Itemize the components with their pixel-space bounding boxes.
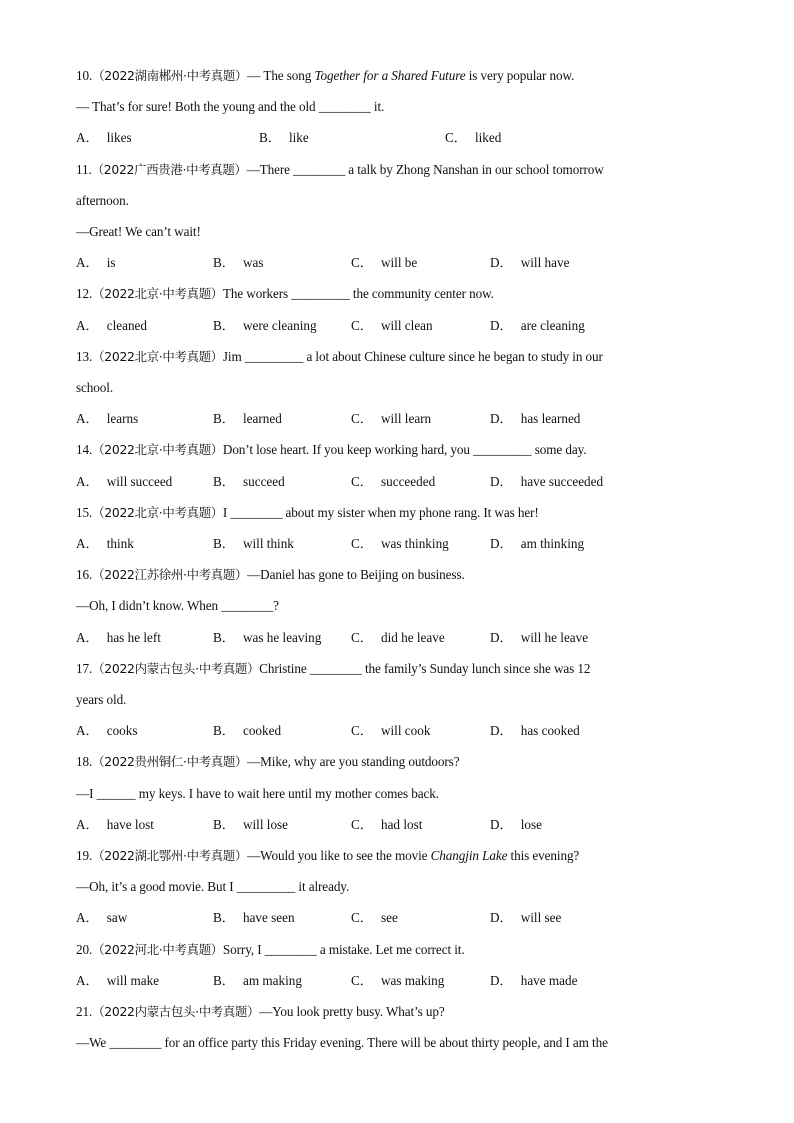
option-letter: A． xyxy=(76,130,99,146)
question-number: 12. xyxy=(76,286,93,302)
question-text: is very popular now. xyxy=(465,68,575,83)
question-stem xyxy=(76,754,716,770)
question-stem xyxy=(76,505,716,521)
option-text: see xyxy=(380,910,398,926)
option-letter: B． xyxy=(213,723,235,739)
question-stem xyxy=(76,661,716,677)
question-text: —Oh, I didn’t know. When ________? xyxy=(76,598,279,614)
option-letter: A． xyxy=(76,317,99,333)
option-text: succeeded xyxy=(380,473,436,489)
option-text: will see xyxy=(520,910,562,926)
option-text: did he leave xyxy=(380,629,445,645)
question-number: 13. xyxy=(76,348,93,364)
option-text: has learned xyxy=(520,411,581,427)
option-letter: B． xyxy=(213,910,235,926)
answer-option[interactable] xyxy=(490,723,580,739)
option-text: will clean xyxy=(380,317,433,333)
answer-option[interactable] xyxy=(76,630,161,646)
option-letter: B． xyxy=(213,411,235,427)
answer-option[interactable] xyxy=(213,474,285,490)
option-letter: A． xyxy=(76,972,99,988)
answer-option[interactable] xyxy=(490,255,569,271)
option-letter: A． xyxy=(76,411,99,427)
question-number: 19. xyxy=(76,848,93,863)
question-text: years old. xyxy=(76,692,127,707)
option-text: cooked xyxy=(242,723,282,739)
option-text: are cleaning xyxy=(520,317,585,333)
option-letter: A． xyxy=(76,629,99,645)
question-number: 11. xyxy=(76,161,92,177)
question-text: —I ______ my keys. I have to wait here until my mother comes back. xyxy=(76,785,439,801)
answer-option[interactable] xyxy=(76,318,147,334)
question-source: （2022内蒙古包头·中考真题） xyxy=(92,1004,260,1019)
option-text: will cook xyxy=(380,723,431,739)
answer-option[interactable] xyxy=(351,723,430,739)
option-text: liked xyxy=(474,130,502,146)
option-letter: C． xyxy=(351,317,373,333)
option-text: am making xyxy=(242,972,302,988)
option-text: was making xyxy=(380,972,445,988)
question-source: （2022河北·中考真题） xyxy=(92,941,223,957)
question-text: — That’s for sure! Both the young and the old ________ it. xyxy=(76,99,385,115)
answer-option[interactable] xyxy=(490,411,580,427)
option-text: will think xyxy=(242,536,294,551)
question-source: （2022北京·中考真题） xyxy=(92,348,223,364)
question-text: I ________ about my sister when my phone rang. It was her! xyxy=(222,504,539,520)
answer-option[interactable] xyxy=(213,411,282,427)
option-text: lose xyxy=(520,816,542,832)
answer-option[interactable] xyxy=(490,973,577,989)
question-number: 16. xyxy=(76,567,93,583)
question-text: —There ________ a talk by Zhong Nanshan in our school tomorrow xyxy=(246,161,604,177)
answer-option[interactable] xyxy=(490,817,542,833)
option-text: has cooked xyxy=(520,723,580,739)
option-text: have succeeded xyxy=(520,473,604,489)
option-text: cleaned xyxy=(106,317,147,333)
question-stem xyxy=(76,1004,716,1020)
question-number: 18. xyxy=(76,754,93,770)
question-line xyxy=(76,99,716,115)
question-source: （2022贵州铜仁·中考真题） xyxy=(92,754,248,770)
option-text: has he left xyxy=(106,629,161,645)
option-letter: C． xyxy=(351,723,373,739)
option-text: will have xyxy=(520,255,570,271)
question-line xyxy=(76,598,716,614)
question-line xyxy=(76,786,716,802)
option-text: will he leave xyxy=(520,629,589,645)
question-text: Sorry, I ________ a mistake. Let me correct it. xyxy=(222,941,465,957)
option-letter: C． xyxy=(351,411,373,427)
answer-option[interactable] xyxy=(490,536,584,552)
question-source: （2022江苏徐州·中考真题） xyxy=(92,567,248,583)
italic-title: Together for a Shared Future xyxy=(314,68,466,83)
question-text: —Would you like to see the movie xyxy=(247,848,431,863)
option-letter: B． xyxy=(213,629,235,645)
option-letter: D． xyxy=(490,910,513,926)
question-text: —Great! We can’t wait! xyxy=(76,224,201,239)
option-text: will be xyxy=(380,255,418,271)
answer-option[interactable] xyxy=(76,910,127,926)
option-letter: B． xyxy=(213,536,235,551)
question-stem xyxy=(76,286,716,302)
question-text: —You look pretty busy. What’s up? xyxy=(259,1004,445,1019)
option-letter: B． xyxy=(259,130,281,146)
answer-option[interactable] xyxy=(76,411,138,427)
answer-option[interactable] xyxy=(259,130,309,146)
option-letter: A． xyxy=(76,255,99,271)
question-source: （2022内蒙古包头·中考真题） xyxy=(92,660,260,676)
answer-option[interactable] xyxy=(351,973,444,989)
answer-option[interactable] xyxy=(351,474,435,490)
question-source: （2022湖南郴州·中考真题） xyxy=(92,68,248,83)
question-text: —We ________ for an office party this Friday evening. There will be about thirty people, and I am the xyxy=(76,1035,608,1051)
answer-option[interactable] xyxy=(76,723,138,739)
option-text: have made xyxy=(520,972,578,988)
question-line xyxy=(76,224,716,240)
question-text: Jim _________ a lot about Chinese culture since he began to study in our xyxy=(222,348,603,364)
answer-option[interactable] xyxy=(351,910,398,926)
answer-option[interactable] xyxy=(76,817,154,833)
option-text: will succeed xyxy=(106,473,173,489)
option-letter: C． xyxy=(351,910,373,926)
option-text: was thinking xyxy=(380,536,449,551)
option-text: will make xyxy=(106,972,160,988)
question-stem xyxy=(76,68,716,84)
question-number: 21. xyxy=(76,1004,93,1019)
option-letter: D． xyxy=(490,411,513,427)
answer-option[interactable] xyxy=(213,910,295,926)
answer-option[interactable] xyxy=(213,630,321,646)
answer-option[interactable] xyxy=(76,255,116,271)
question-text: Christine ________ the family’s Sunday lunch since she was 12 xyxy=(259,660,591,676)
option-letter: A． xyxy=(76,723,99,739)
question-source: （2022北京·中考真题） xyxy=(92,442,223,458)
option-text: like xyxy=(288,130,309,146)
question-number: 20. xyxy=(76,941,93,957)
question-number: 17. xyxy=(76,660,93,676)
question-stem xyxy=(76,442,716,458)
answer-option[interactable] xyxy=(351,255,417,271)
option-text: have seen xyxy=(242,910,295,926)
answer-option[interactable] xyxy=(213,318,317,334)
option-text: learned xyxy=(242,411,282,427)
answer-option[interactable] xyxy=(351,318,433,334)
option-letter: B． xyxy=(213,816,235,832)
answer-option[interactable] xyxy=(490,910,561,926)
answer-option[interactable] xyxy=(351,536,449,552)
question-text: afternoon. xyxy=(76,192,129,208)
answer-option[interactable] xyxy=(76,130,132,146)
option-letter: B． xyxy=(213,255,235,271)
option-letter: A． xyxy=(76,536,99,551)
question-line xyxy=(76,193,716,209)
option-letter: C． xyxy=(351,972,373,988)
answer-option[interactable] xyxy=(213,817,288,833)
question-stem xyxy=(76,162,716,178)
question-line xyxy=(76,879,716,895)
question-text: —Oh, it’s a good movie. But I _________ it already. xyxy=(76,879,350,895)
option-text: think xyxy=(106,536,134,551)
question-line xyxy=(76,380,716,396)
answer-option[interactable] xyxy=(445,130,501,146)
question-line xyxy=(76,692,716,708)
option-letter: C． xyxy=(351,536,373,551)
option-text: likes xyxy=(106,130,132,146)
option-letter: C． xyxy=(445,130,467,146)
option-letter: D． xyxy=(490,723,513,739)
option-letter: A． xyxy=(76,910,99,926)
question-line xyxy=(76,1035,716,1051)
answer-option[interactable] xyxy=(213,723,281,739)
option-letter: A． xyxy=(76,816,99,832)
option-letter: D． xyxy=(490,255,513,271)
option-letter: B． xyxy=(213,972,235,988)
question-source: （2022广西贵港·中考真题） xyxy=(91,161,247,177)
option-letter: C． xyxy=(351,473,373,489)
option-letter: C． xyxy=(351,255,373,271)
option-letter: D． xyxy=(490,629,513,645)
option-text: had lost xyxy=(380,816,423,832)
option-text: will lose xyxy=(242,816,289,832)
question-source: （2022北京·中考真题） xyxy=(92,504,223,520)
answer-option[interactable] xyxy=(490,630,588,646)
option-letter: D． xyxy=(490,317,513,333)
option-text: saw xyxy=(106,910,128,926)
answer-option[interactable] xyxy=(213,973,302,989)
question-stem xyxy=(76,349,716,365)
option-text: were cleaning xyxy=(242,317,317,333)
option-letter: C． xyxy=(351,816,373,832)
question-stem xyxy=(76,942,716,958)
question-stem xyxy=(76,567,716,583)
option-letter: C． xyxy=(351,629,373,645)
option-letter: D． xyxy=(490,536,513,551)
option-text: succeed xyxy=(242,473,285,489)
option-text: cooks xyxy=(106,723,138,739)
question-stem xyxy=(76,848,716,864)
question-text: — The song xyxy=(247,68,315,83)
answer-option[interactable] xyxy=(213,536,294,552)
answer-option[interactable] xyxy=(490,318,585,334)
option-letter: A． xyxy=(76,473,99,489)
question-text: Don’t lose heart. If you keep working hard, you _________ some day. xyxy=(222,442,587,458)
question-text: this evening? xyxy=(507,848,580,863)
answer-option[interactable] xyxy=(351,411,431,427)
answer-option[interactable] xyxy=(76,536,134,552)
answer-option[interactable] xyxy=(76,973,159,989)
answer-option[interactable] xyxy=(76,474,172,490)
question-source: （2022湖北鄂州·中考真题） xyxy=(92,848,248,863)
option-text: was xyxy=(242,255,264,271)
question-number: 15. xyxy=(76,504,93,520)
question-number: 10. xyxy=(76,68,93,83)
option-letter: B． xyxy=(213,473,235,489)
answer-option[interactable] xyxy=(351,817,422,833)
option-text: was he leaving xyxy=(242,629,322,645)
option-text: am thinking xyxy=(520,536,585,551)
question-number: 14. xyxy=(76,442,93,458)
option-letter: D． xyxy=(490,972,513,988)
answer-option[interactable] xyxy=(351,630,445,646)
option-text: have lost xyxy=(106,816,154,832)
question-text: school. xyxy=(76,380,114,395)
option-text: learns xyxy=(106,411,139,427)
option-text: will learn xyxy=(380,411,432,427)
option-letter: D． xyxy=(490,473,513,489)
question-source: （2022北京·中考真题） xyxy=(92,286,223,302)
answer-option[interactable] xyxy=(490,474,603,490)
answer-option[interactable] xyxy=(213,255,264,271)
question-text: —Daniel has gone to Beijing on business. xyxy=(247,567,465,583)
option-letter: B． xyxy=(213,317,235,333)
italic-title: Changjin Lake xyxy=(430,848,508,863)
question-text: The workers _________ the community center now. xyxy=(222,286,494,302)
option-letter: D． xyxy=(490,816,513,832)
option-text: is xyxy=(106,255,116,271)
question-text: —Mike, why are you standing outdoors? xyxy=(247,754,460,770)
